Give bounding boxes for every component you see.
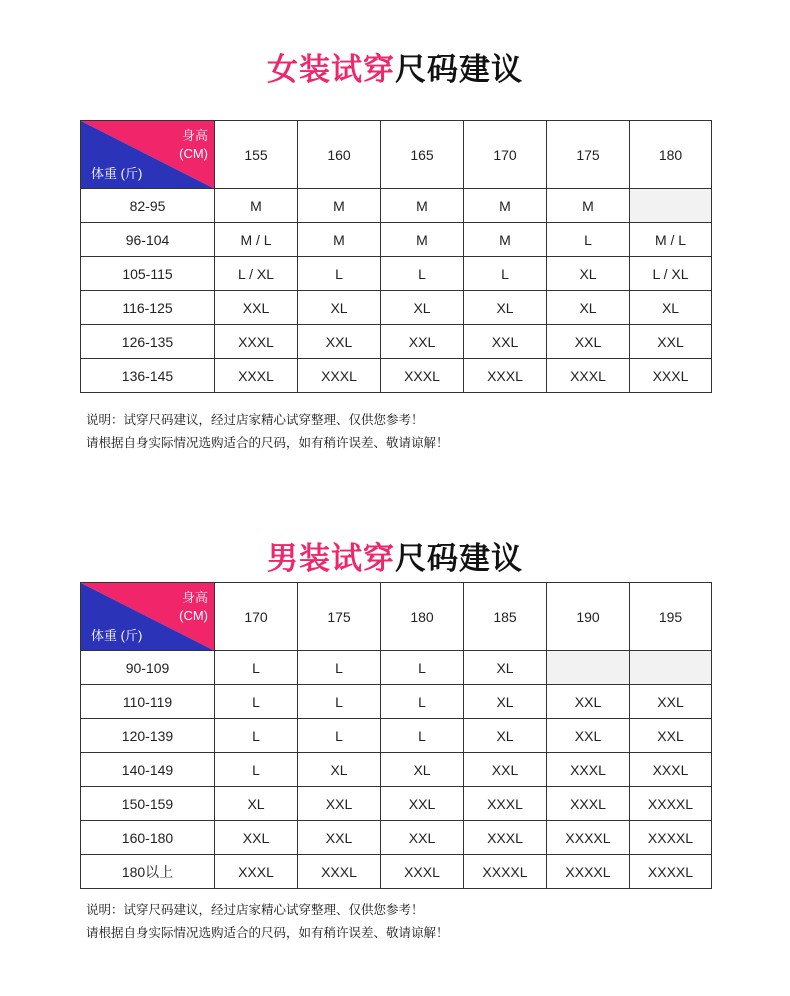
weight-axis-label: 体重 (斤) (91, 628, 143, 643)
size-cell: XXL (381, 821, 464, 855)
size-cell: XXXXL (630, 787, 712, 821)
weight-cell: 105-115 (81, 257, 215, 291)
table-row (81, 223, 712, 257)
corner-header-cell (81, 583, 215, 651)
weight-cell: 150-159 (81, 787, 215, 821)
size-cell: L (381, 257, 464, 291)
height-header-cell: 175 (298, 583, 381, 651)
size-cell: XXL (547, 719, 630, 753)
height-header-cell: 160 (298, 121, 381, 189)
men-size-table (80, 582, 712, 889)
women-size-note (86, 408, 449, 454)
size-cell: XXL (215, 821, 298, 855)
size-cell: M / L (630, 223, 712, 257)
size-cell: XXL (215, 291, 298, 325)
size-cell: XXXL (547, 753, 630, 787)
table-row (81, 257, 712, 291)
table-row (81, 753, 712, 787)
size-cell: XXL (298, 787, 381, 821)
table-row (81, 685, 712, 719)
men-size-title (0, 533, 790, 578)
size-cell: L (298, 719, 381, 753)
size-cell: XL (547, 291, 630, 325)
size-cell: M / L (215, 223, 298, 257)
size-cell: XXXL (464, 359, 547, 393)
size-cell: XL (298, 291, 381, 325)
size-cell: XL (381, 753, 464, 787)
height-header-cell: 165 (381, 121, 464, 189)
table-row (81, 291, 712, 325)
size-cell: XXXL (298, 359, 381, 393)
size-cell: XL (547, 257, 630, 291)
size-cell: XXXL (547, 359, 630, 393)
men-size-note (86, 898, 449, 944)
weight-cell: 140-149 (81, 753, 215, 787)
size-cell: XXXL (547, 787, 630, 821)
size-cell: L (215, 719, 298, 753)
size-cell-empty (547, 651, 630, 685)
table-header-row (81, 121, 712, 189)
size-cell: XXXL (215, 855, 298, 889)
size-cell: L / XL (215, 257, 298, 291)
weight-cell: 136-145 (81, 359, 215, 393)
height-header-cell: 180 (630, 121, 712, 189)
size-cell: XL (464, 651, 547, 685)
height-header-cell: 170 (464, 121, 547, 189)
size-cell: M (464, 223, 547, 257)
size-cell: XXL (298, 821, 381, 855)
note-line: 请根据自身实际情况选购适合的尺码，如有稍许误差、敬请谅解！ (86, 925, 449, 940)
size-cell: L (547, 223, 630, 257)
size-cell: XXXL (215, 325, 298, 359)
note-line: 请根据自身实际情况选购适合的尺码，如有稍许误差、敬请谅解！ (86, 435, 449, 450)
height-header-cell: 155 (215, 121, 298, 189)
table-row (81, 189, 712, 223)
size-cell: L (464, 257, 547, 291)
size-cell: XXXL (215, 359, 298, 393)
size-cell: XXL (298, 325, 381, 359)
weight-cell: 96-104 (81, 223, 215, 257)
weight-cell: 82-95 (81, 189, 215, 223)
men-title-highlight: 男装试穿 (267, 541, 395, 577)
women-size-title (0, 44, 790, 89)
size-cell: XXL (630, 685, 712, 719)
table-header-row (81, 583, 712, 651)
size-cell: XXXL (464, 787, 547, 821)
size-cell: M (381, 189, 464, 223)
size-cell: M (298, 189, 381, 223)
height-header-cell: 185 (464, 583, 547, 651)
table-row (81, 719, 712, 753)
size-cell: XL (381, 291, 464, 325)
size-cell: XXL (464, 753, 547, 787)
size-cell: XXL (630, 719, 712, 753)
size-cell: XXXXL (630, 821, 712, 855)
height-header-cell: 190 (547, 583, 630, 651)
size-cell: M (215, 189, 298, 223)
weight-cell: 180以上 (81, 855, 215, 889)
size-cell: L / XL (630, 257, 712, 291)
size-cell: L (215, 685, 298, 719)
size-cell: L (381, 719, 464, 753)
height-header-cell: 180 (381, 583, 464, 651)
note-line: 说明：试穿尺码建议，经过店家精心试穿整理、仅供您参考！ (86, 902, 424, 917)
size-cell: L (381, 685, 464, 719)
size-cell: XXXL (298, 855, 381, 889)
size-cell: M (547, 189, 630, 223)
women-title-highlight: 女装试穿 (267, 52, 395, 88)
table-row (81, 855, 712, 889)
height-header-cell: 175 (547, 121, 630, 189)
size-cell: XL (464, 685, 547, 719)
height-header-cell: 195 (630, 583, 712, 651)
size-cell: XXXL (381, 855, 464, 889)
size-cell: M (381, 223, 464, 257)
table-row (81, 325, 712, 359)
size-cell: XL (215, 787, 298, 821)
size-cell: L (215, 753, 298, 787)
size-cell: M (464, 189, 547, 223)
size-cell: XXL (381, 787, 464, 821)
height-axis-label: 身高 (CM) (179, 590, 208, 623)
size-cell: XXXL (630, 753, 712, 787)
weight-axis-label: 体重 (斤) (91, 166, 143, 181)
women-size-table (80, 120, 712, 393)
women-title-rest: 尺码建议 (395, 52, 523, 88)
size-cell: L (298, 257, 381, 291)
size-cell-empty (630, 651, 712, 685)
weight-cell: 110-119 (81, 685, 215, 719)
men-title-rest: 尺码建议 (395, 541, 523, 577)
size-cell: XXXXL (547, 821, 630, 855)
size-cell-empty (630, 189, 712, 223)
size-cell: L (298, 685, 381, 719)
size-cell: L (298, 651, 381, 685)
weight-cell: 120-139 (81, 719, 215, 753)
size-cell: XXXL (381, 359, 464, 393)
table-row (81, 651, 712, 685)
size-cell: XL (464, 719, 547, 753)
size-cell: XXL (630, 325, 712, 359)
table-row (81, 821, 712, 855)
size-cell: L (381, 651, 464, 685)
weight-cell: 90-109 (81, 651, 215, 685)
size-cell: XL (298, 753, 381, 787)
table-row (81, 787, 712, 821)
size-cell: XXL (381, 325, 464, 359)
weight-cell: 126-135 (81, 325, 215, 359)
note-line: 说明：试穿尺码建议，经过店家精心试穿整理、仅供您参考！ (86, 412, 424, 427)
size-cell: XXXXL (464, 855, 547, 889)
size-cell: XXXXL (547, 855, 630, 889)
size-cell: XL (630, 291, 712, 325)
height-header-cell: 170 (215, 583, 298, 651)
size-cell: XXXL (630, 359, 712, 393)
weight-cell: 116-125 (81, 291, 215, 325)
weight-cell: 160-180 (81, 821, 215, 855)
corner-header-cell (81, 121, 215, 189)
size-cell: XXXXL (630, 855, 712, 889)
table-row (81, 359, 712, 393)
size-cell: M (298, 223, 381, 257)
size-cell: L (215, 651, 298, 685)
size-cell: XL (464, 291, 547, 325)
height-axis-label: 身高 (CM) (179, 128, 208, 161)
size-cell: XXXL (464, 821, 547, 855)
size-cell: XXL (547, 325, 630, 359)
size-cell: XXL (547, 685, 630, 719)
size-cell: XXL (464, 325, 547, 359)
